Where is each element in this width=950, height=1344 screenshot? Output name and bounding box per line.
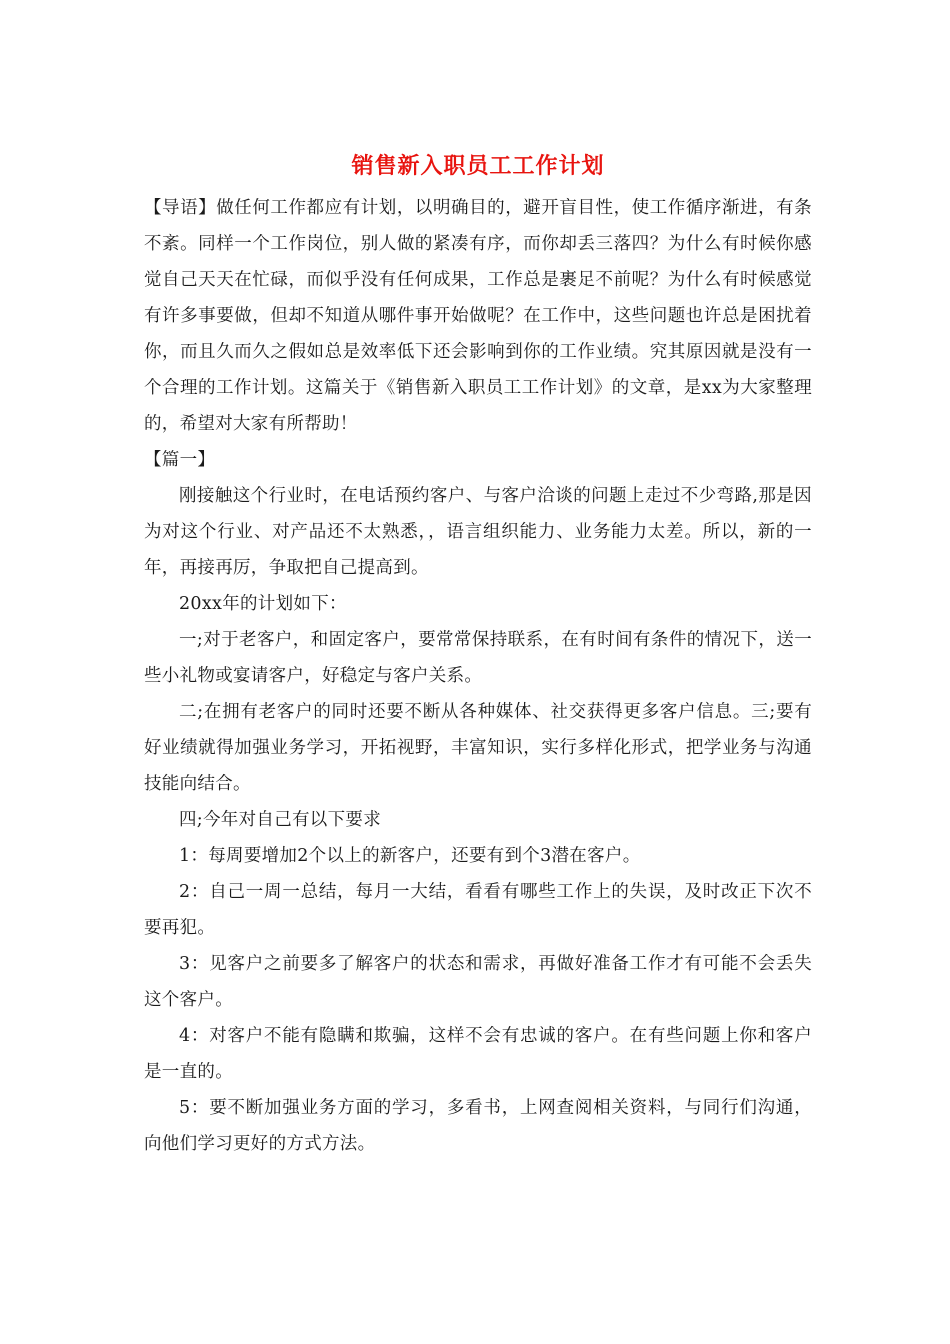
plan-item-2: 二;在拥有老客户的同时还要不断从各种媒体、社交获得更多客户信息。三;要有好业绩就得加强业务学习，开拓视野，丰富知识，实行多样化形式，把学业务与沟通技能向结合。	[144, 702, 812, 794]
requirement-1: 1：每周要增加2个以上的新客户，还要有到个3潜在客户。	[179, 846, 641, 866]
intro-paragraph: 【导语】做任何工作都应有计划，以明确目的，避开盲目性，使工作循序渐进，有条不紊。同样一个工作岗位，别人做的紧凑有序，而你却丢三落四？为什么有时候你感觉自己天天在忙碌，而似乎没有任何成果，工作总是裹足不前呢？为什么有时候感觉有许多事要做，但却不知道从哪件事开始做呢？在工作中，这些问题也许总是困扰着你，而且久而久之假如总是效率低下还会影响到你的工作业绩。究其原因就是没有一个合理的工作计划。这篇关于《销售新入职员工工作计划》的文章，是xx为大家整理的，希望对大家有所帮助！	[144, 198, 812, 434]
requirement-2: 2：自己一周一总结，每月一大结，看看有哪些工作上的失误，及时改正下次不要再犯。	[144, 882, 812, 938]
body-paragraph-1: 刚接触这个行业时，在电话预约客户、与客户洽谈的问题上走过不少弯路,那是因为对这个行业、对产品还不太熟悉，，语言组织能力、业务能力太差。所以，新的一年，再接再厉，争取把自己提高到。	[144, 486, 812, 578]
document-page	[144, 150, 812, 1162]
requirement-5: 5：要不断加强业务方面的学习，多看书，上网查阅相关资料，与同行们沟通，向他们学习更好的方式方法。	[144, 1098, 812, 1154]
document-title: 销售新入职员工工作计划	[351, 153, 605, 179]
plan-item-1: 一;对于老客户，和固定客户，要常常保持联系，在有时间有条件的情况下，送一些小礼物或宴请客户，好稳定与客户关系。	[144, 630, 812, 686]
requirement-3: 3：见客户之前要多了解客户的状态和需求，再做好准备工作才有可能不会丢失这个客户。	[144, 954, 812, 1010]
section-label: 【篇一】	[144, 450, 216, 470]
plan-item-4: 四;今年对自己有以下要求	[179, 810, 381, 830]
requirement-4: 4：对客户不能有隐瞒和欺骗，这样不会有忠诚的客户。在有些问题上你和客户是一直的。	[144, 1026, 812, 1082]
plan-heading: 20xx年的计划如下：	[179, 594, 347, 614]
